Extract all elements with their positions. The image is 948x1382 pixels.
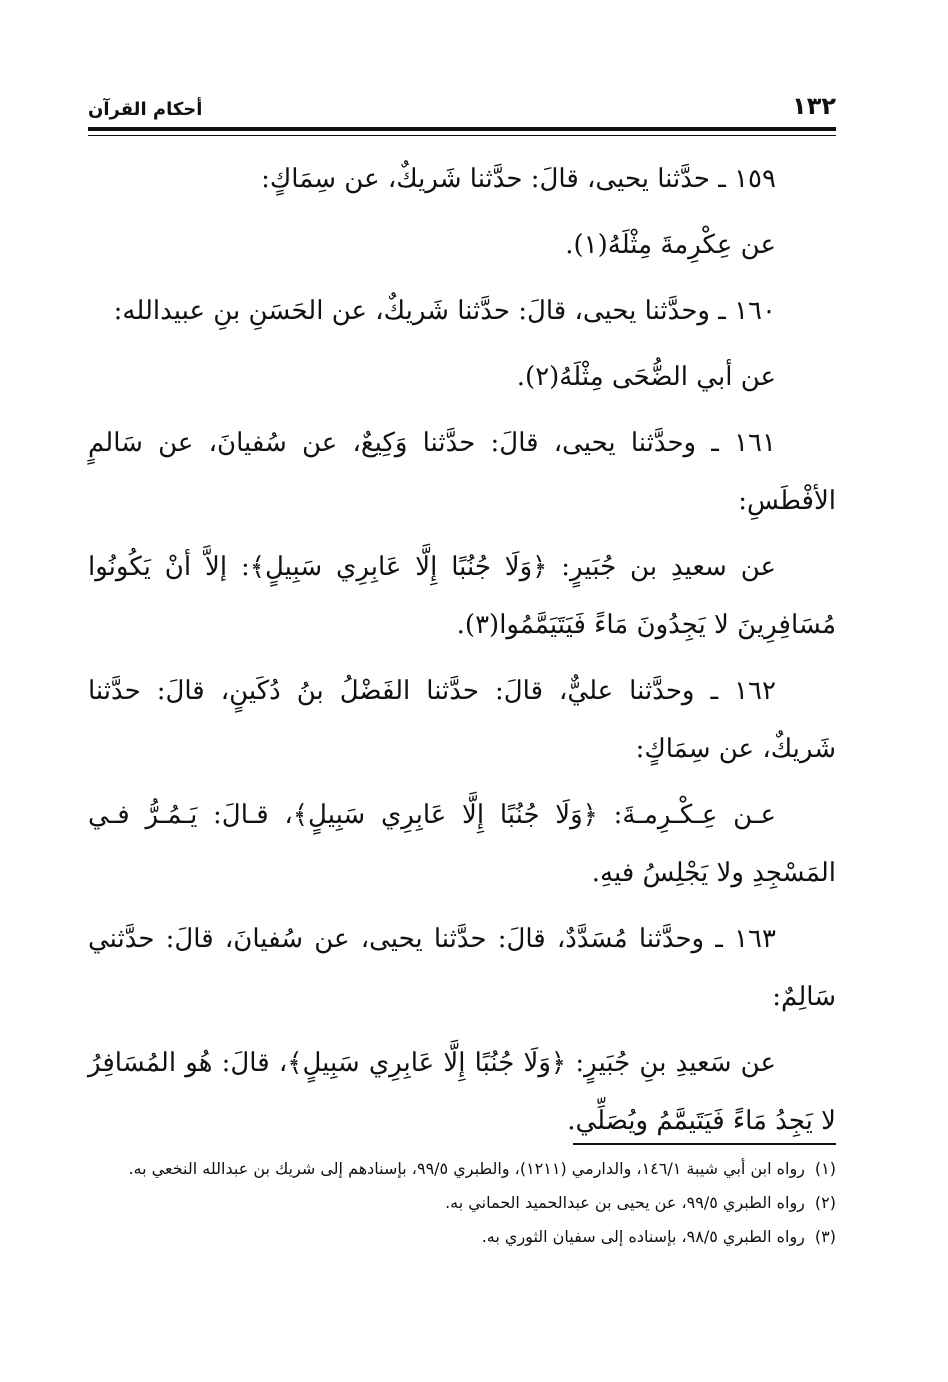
paragraph-162: ١٦٢ ـ وحدَّثنا عليٌّ، قالَ: حدَّثنا الفَضْلُ بنُ دُكَينٍ، قالَ: حدَّثنا شَريكٌ، عن سِمَاكٍ: <box>88 676 836 764</box>
paragraph-161-text: عن سعيدِ بن جُبَيرٍ: ﴿وَلَا جُنُبًا إِلَّا عَابِرِي سَبِيلٍ﴾: إلاَّ أنْ يَكُونُوا مُسَافِرِينَ لا يَجِدُونَ مَاءً فَيَتَيَمَّمُوا(٣). <box>88 552 836 640</box>
footnote-text: رواه ابن أبي شيبة ١٤٦/١، والدارمي (١٢١١)، والطبري ٩٩/٥، بإسنادهم إلى شريك بن عبدالله النخعي به. <box>128 1159 805 1178</box>
footnote-3 <box>88 1220 836 1254</box>
paragraph-160: ١٦٠ ـ وحدَّثنا يحيى، قالَ: حدَّثنا شَريكٌ، عن الحَسَنِ بنِ عبيدالله: <box>113 296 776 326</box>
footnote-number: (١) <box>814 1159 836 1178</box>
footnotes <box>88 1152 836 1254</box>
paragraph-163: ١٦٣ ـ وحدَّثنا مُسَدَّدٌ، قالَ: حدَّثنا يحيى، عن سُفيانَ، قالَ: حدَّثني سَالِمٌ: <box>88 924 836 1012</box>
footnote-text: رواه الطبري ٩٩/٥، عن يحيى بن عبدالحميد الحماني به. <box>445 1193 805 1212</box>
paragraph-161: ١٦١ ـ وحدَّثنا يحيى، قالَ: حدَّثنا وَكِيعٌ، عن سُفيانَ، عن سَالمٍ الأفْطَسِ: <box>88 428 836 516</box>
footnote-1 <box>88 1152 836 1186</box>
paragraph-159: ١٥٩ ـ حدَّثنا يحيى، قالَ: حدَّثنا شَريكٌ، عن سِمَاكٍ: <box>261 164 776 194</box>
header-rule-thin <box>88 135 836 136</box>
footnote-2 <box>88 1186 836 1220</box>
footnote-text: رواه الطبري ٩٨/٥، بإسناده إلى سفيان الثوري به. <box>481 1227 805 1246</box>
book-title: أحكام القرآن <box>88 99 203 120</box>
footnote-number: (٣) <box>814 1227 836 1246</box>
footnote-number: (٢) <box>814 1193 836 1212</box>
paragraph-159-text: عن عِكْرِمةَ مِثْلَهُ(١). <box>565 230 776 260</box>
footnote-separator <box>573 1143 836 1145</box>
page-header <box>88 80 836 120</box>
paragraph-163-text: عن سَعيدِ بنِ جُبَيرٍ: ﴿وَلَا جُنُبًا إِلَّا عَابِرِي سَبِيلٍ﴾، قالَ: هُو المُسَافِرُ لا يَجِدُ مَاءً فَيَتَيمَّمُ ويُصَلِّي. <box>88 1048 836 1136</box>
main-text <box>88 150 836 1158</box>
paragraph-162-text: عـن عِـكْـرِمـةَ: ﴿وَلَا جُنُبًا إِلَّا عَابِرِي سَبِيلٍ﴾، قـالَ: يَـمُـرُّ فـي المَسْجِدِ ولا يَجْلِسُ فيهِ. <box>88 800 836 888</box>
page-number: ١٣٢ <box>792 92 836 120</box>
paragraph-160-text: عن أبي الضُّحَى مِثْلَهُ(٢). <box>516 362 776 392</box>
header-rule-thick <box>88 127 836 131</box>
